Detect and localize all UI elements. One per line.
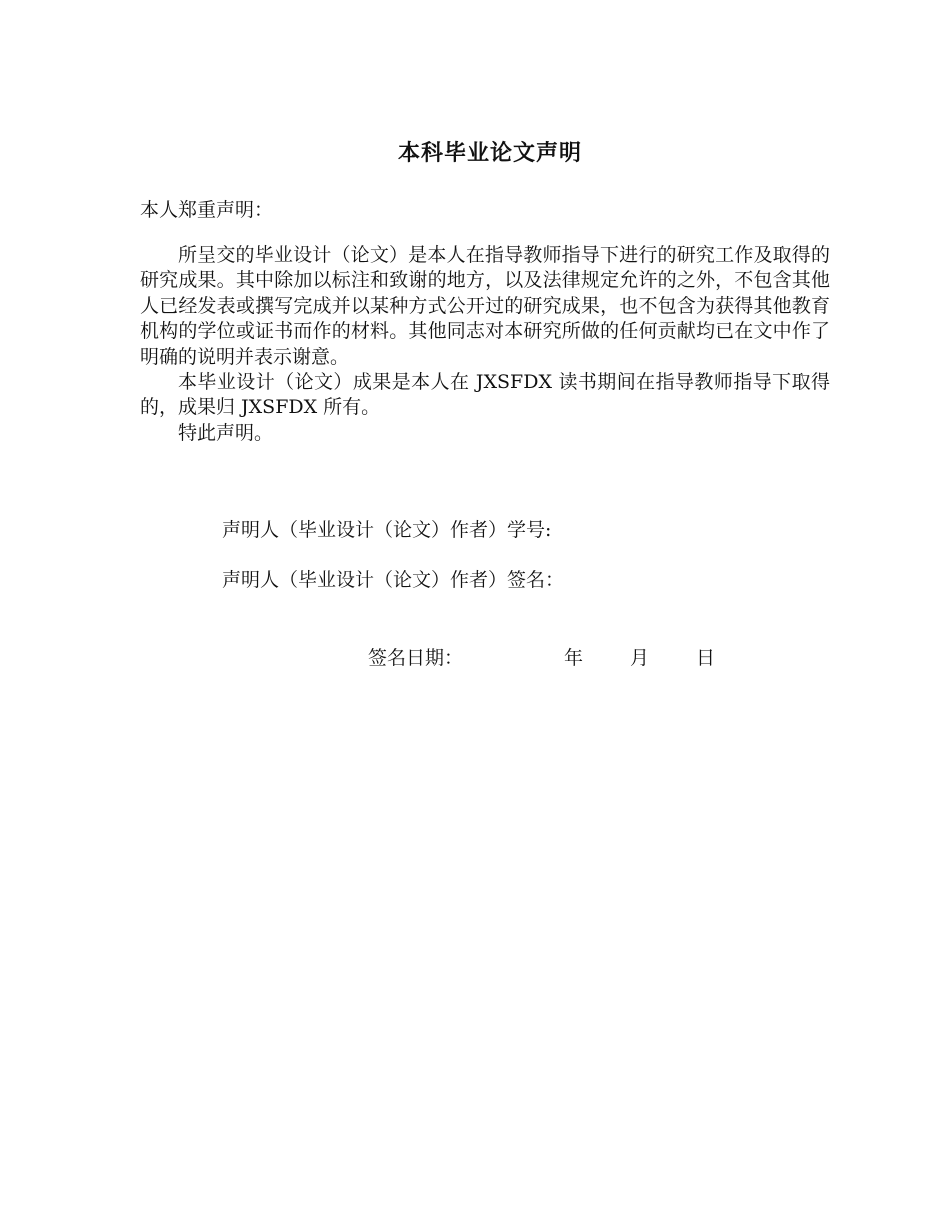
page-title: 本科毕业论文声明 — [397, 141, 582, 166]
declaration-intro: 本人郑重声明： — [140, 199, 274, 221]
declaration-body — [140, 243, 830, 446]
signature-label: 声明人（毕业设计（论文）作者）签名： — [222, 569, 565, 591]
date-year-label: 年 — [564, 647, 584, 669]
declaration-paragraph-closing: 特此声明。 — [178, 421, 274, 444]
date-month-label: 月 — [630, 647, 650, 669]
date-day-label: 日 — [696, 647, 716, 669]
declaration-paragraph-originality: 所呈交的毕业设计（论文）是本人在指导教师指导下进行的研究工作及取得的研究成果。其中除加以标注和致谢的地方，以及法律规定允许的之外，不包含其他人已经发表或撰写完成并以某种方式公开过的研究成果，也不包含为获得其他教育机构的学位或证书而作的材料。其他同志对本研究所做的任何贡献均已在文中作了明确的说明并表示谢意。 — [140, 244, 830, 368]
declaration-paragraph-ownership: 本毕业设计（论文）成果是本人在 JXSFDX 读书期间在指导教师指导下取得的，成果归 JXSFDX 所有。 — [140, 371, 830, 419]
signature-date-label: 签名日期： — [368, 647, 464, 669]
student-id-label: 声明人（毕业设计（论文）作者）学号: — [222, 519, 552, 541]
